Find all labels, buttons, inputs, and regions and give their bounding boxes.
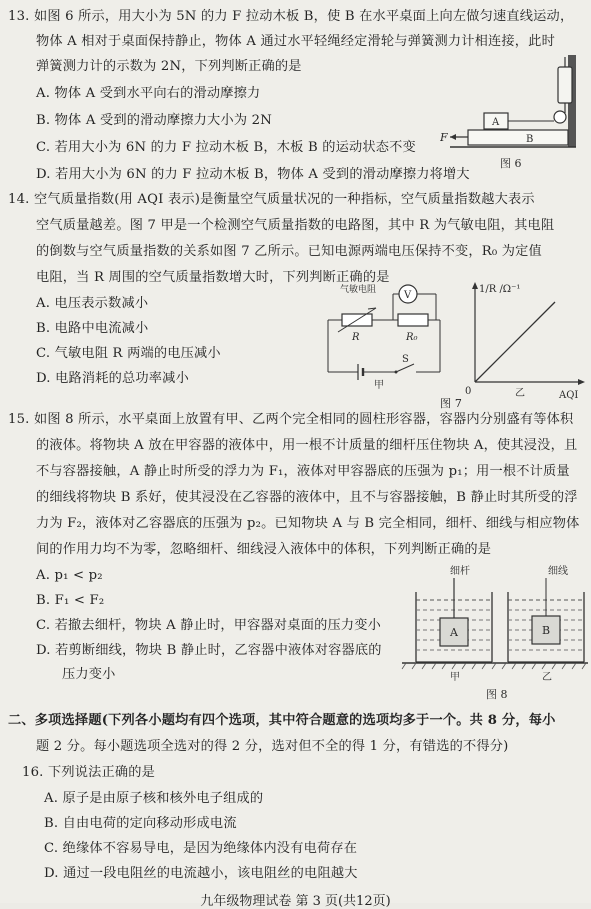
graph-yi-label: 乙 [515, 388, 525, 399]
fixed-resistor-r0 [398, 314, 428, 326]
fig6-label-a: A [492, 117, 500, 128]
q15-option-d-line2: 压力变小 [62, 667, 116, 682]
fig8-yi-label: 乙 [542, 672, 552, 683]
q13-option-d: D. 若用大小为 6N 的力 F 拉动木板 B，物体 A 受到的滑动摩擦力将增大 [36, 167, 470, 182]
q16-option-d: D. 通过一段电阻丝的电流越小，该电阻丝的电阻越大 [44, 866, 358, 881]
q14-stem-line1: 14. 空气质量指数(用 AQI 表示)是衡量空气质量状况的一种指标，空气质量指数越大表示 [8, 192, 535, 207]
q14-stem-line2: 空气质量越差。图 7 甲是一个检测空气质量指数的电路图，其中 R 为气敏电阻，其电阻 [36, 218, 555, 233]
fig8-caption: 图 8 [486, 688, 508, 701]
q15-stem-line6: 间的作用力均不为零，忽略细杆、细线浸入液体中的体积，下列判断正确的是 [36, 542, 492, 557]
q14-option-d: D. 电路消耗的总功率减小 [36, 371, 189, 386]
q16-option-b: B. 自由电荷的定向移动形成电流 [44, 816, 237, 831]
graph-origin: 0 [465, 386, 472, 397]
fig6-caption: 图 6 [500, 157, 522, 170]
q14-stem-line3: 的倒数与空气质量指数的关系如图 7 乙所示。已知电源两端电压保持不变，R₀ 为定值 [36, 244, 542, 259]
fig8-label-a: A [450, 626, 458, 639]
q14-option-c: C. 气敏电阻 R 两端的电压减小 [36, 346, 221, 361]
q16-stem: 16. 下列说法正确的是 [22, 765, 156, 780]
figure-6 [440, 55, 590, 173]
switch-icon [396, 364, 414, 372]
figure-8 [400, 562, 590, 702]
q13-stem-line3: 弹簧测力计的示数为 2N，下列判断正确的是 [36, 59, 302, 74]
circuit-jia-label: 甲 [374, 380, 384, 390]
q15-stem-line3: 不与容器接触，A 静止时所受的浮力为 F₁，液体对甲容器底的压强为 p₁；用一根不计质量 [36, 464, 570, 479]
q14-option-a: A. 电压表示数减小 [36, 296, 149, 311]
resistor-r-label: R [352, 332, 360, 343]
fig6-board-b [468, 130, 568, 145]
q13-stem-line1: 13. 如图 6 所示，用大小为 5N 的力 F 拉动木板 B，使 B 在水平桌面上向左做匀速直线运动， [8, 9, 574, 24]
fig7-caption: 图 7 [440, 397, 463, 410]
fig6-label-b: B [526, 134, 534, 145]
circuit-sensor-label: 气敏电阻 [340, 285, 377, 295]
section2-header-line2: 题 2 分。每小题选项全选对的得 2 分，选对但不全的得 1 分，有错选的不得分) [36, 739, 509, 754]
resistor-r0-label: R₀ [406, 332, 418, 343]
fig8-rod-label: 细杆 [450, 566, 470, 577]
q13-option-b: B. 物体 A 受到的滑动摩擦力大小为 2N [36, 113, 272, 128]
q15-stem-line1: 15. 如图 8 所示，水平桌面上放置有甲、乙两个完全相同的圆柱形容器，容器内分别盛有等体积 [8, 412, 574, 427]
container-yi [508, 578, 584, 662]
fig8-jia-label: 甲 [450, 672, 460, 683]
graph-line [475, 302, 555, 382]
container-jia [416, 578, 492, 662]
q15-option-b: B. F₁ < F₂ [36, 593, 105, 608]
voltmeter-label: V [404, 290, 412, 301]
fig8-label-b: B [542, 624, 551, 637]
q16-option-c: C. 绝缘体不容易导电，是因为绝缘体内没有电荷存在 [44, 841, 358, 856]
fig6-spring-scale [558, 67, 572, 103]
graph-y-label: 1/R /Ω⁻¹ [479, 284, 521, 295]
graph-x-label: AQI [559, 390, 579, 401]
figure-7-graph [455, 278, 589, 408]
q14-stem-line4: 电阻，当 R 周围的空气质量指数增大时，下列判断正确的是 [36, 270, 390, 285]
fig6-label-f: F [440, 131, 448, 144]
q14-option-b: B. 电路中电流减小 [36, 321, 149, 336]
q15-stem-line2: 的液体。将物块 A 放在甲容器的液体中，用一根不计质量的细杆压住物块 A，使其浸没，且 [36, 438, 578, 453]
q13-option-c: C. 若用大小为 6N 的力 F 拉动木板 B，木板 B 的运动状态不变 [36, 140, 416, 155]
q13-stem-line2: 物体 A 相对于桌面保持静止，物体 A 通过水平轻绳经定滑轮与弹簧测力计相连接，此时 [36, 34, 555, 49]
q16-option-a: A. 原子是由原子核和核外电子组成的 [44, 791, 264, 806]
q13-option-a: A. 物体 A 受到水平向右的滑动摩擦力 [36, 86, 261, 101]
section2-header-line1: 二、多项选择题(下列各小题均有四个选项，其中符合题意的选项均多于一个。共 8 分，每小 [8, 713, 556, 728]
q15-option-a: A. p₁ < p₂ [36, 568, 103, 583]
q15-stem-line5: 力为 F₂，液体对乙容器底的压强为 p₂。已知物块 A 与 B 完全相同，细杆、细线与相应物体 [36, 516, 580, 531]
figure-7-circuit [318, 280, 450, 390]
page-footer: 九年级物理试卷 第 3 页(共12页) [200, 894, 391, 909]
fig8-thread-label: 细线 [548, 566, 568, 577]
q15-option-d-line1: D. 若剪断细线，物块 B 静止时，乙容器中液体对容器底的 [36, 643, 382, 658]
fig6-pulley [554, 111, 566, 123]
switch-label: S [402, 354, 409, 365]
q15-option-c: C. 若撤去细杆，物块 A 静止时，甲容器对桌面的压力变小 [36, 618, 382, 633]
q15-stem-line4: 的细线将物块 B 系好，使其浸没在乙容器的液体中，且不与容器接触，B 静止时其所受的浮 [36, 490, 578, 505]
